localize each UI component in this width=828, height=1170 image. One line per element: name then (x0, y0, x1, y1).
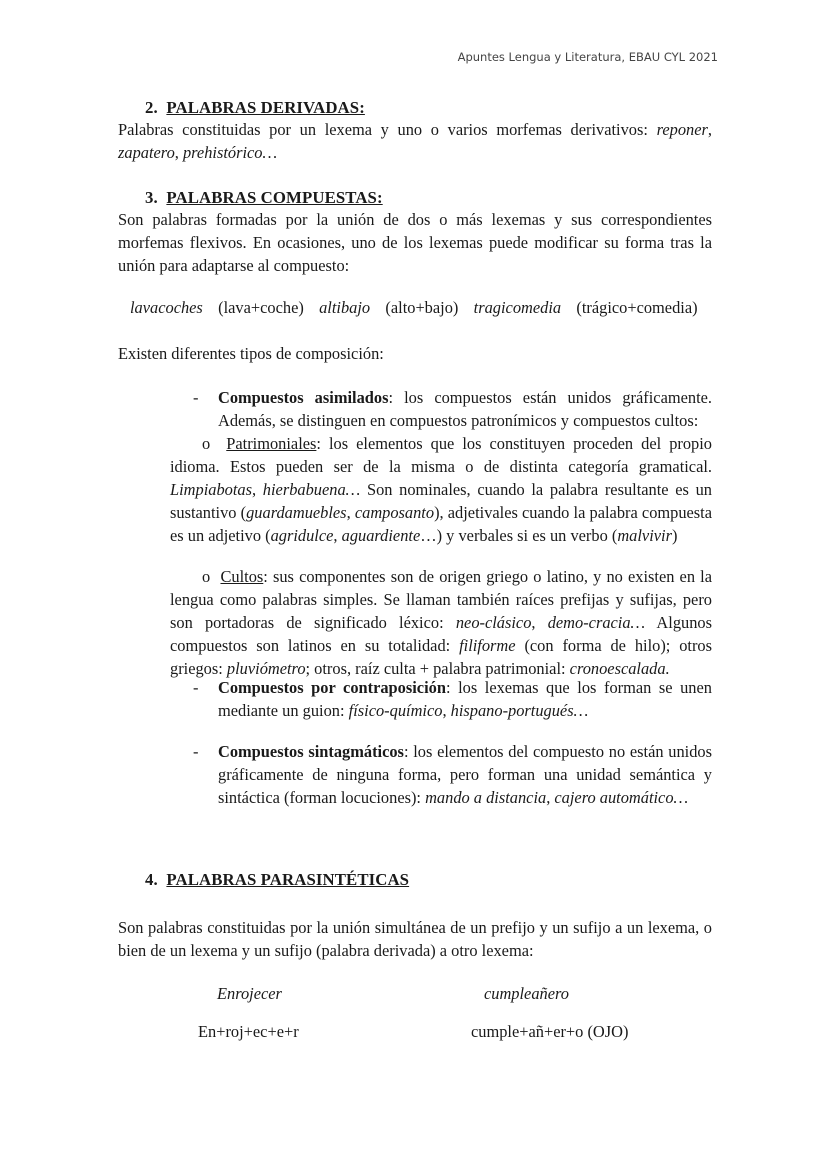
section-4-heading (145, 870, 409, 890)
example-filiforme: filiforme (459, 636, 516, 655)
circle-bullet-icon: o (202, 434, 211, 453)
example-cumpleanero-parts: cumple+añ+er+o (OJO) (471, 1022, 629, 1041)
bullet-dash: - (193, 678, 199, 697)
bullet-1-title: Compuestos asimilados (218, 388, 389, 407)
section-4-paragraph: Son palabras constituidas por la unión simultánea de un prefijo y un sufijo a un lexema, o bien de un lexema y un sufijo (palabra derivada) a otro lexema: (118, 918, 712, 960)
example-neo-clasico: neo-clásico (455, 613, 532, 632)
section-2-title: PALABRAS DERIVADAS: (166, 98, 365, 117)
section-2-heading (145, 98, 365, 118)
example-altibajo-parts: (alto+bajo) (385, 298, 459, 317)
example-fisico-quimico: físico-químico (348, 701, 443, 720)
circle-bullet-icon: o (202, 567, 211, 586)
example-lavacoches-parts: (lava+coche) (218, 298, 304, 317)
example-malvivir: malvivir (617, 526, 672, 545)
example-altibajo: altibajo (319, 298, 371, 317)
patrimoniales-title: Patrimoniales (226, 434, 317, 453)
example-zapatero: zapatero (118, 143, 175, 162)
example-limpiabotas: Limpiabotas (170, 480, 252, 499)
bullet-dash: - (193, 742, 199, 761)
section-3-number: 3. (145, 188, 158, 207)
page-header: Apuntes Lengua y Literatura, EBAU CYL 2021 (457, 50, 718, 64)
example-pluviometro: pluviómetro (226, 659, 306, 678)
bullet-2-title: Compuestos por contraposición (218, 678, 446, 697)
example-enrojecer: Enrojecer (217, 984, 282, 1003)
example-aguardiente: aguardiente (341, 526, 421, 545)
section-4-number: 4. (145, 870, 158, 889)
bullet-compuestos-asimilados (218, 386, 712, 432)
example-reponer: reponer (656, 120, 708, 139)
section-2-paragraph: Palabras constituidas por un lexema y uno o varios morfemas derivativos: reponer, zapatero, prehistórico… (118, 120, 712, 162)
section-4-title: PALABRAS PARASINTÉTICAS (166, 870, 410, 889)
example-enrojecer-parts: En+roj+ec+e+r (198, 1022, 299, 1041)
example-cajero-automatico: cajero automático… (554, 788, 689, 807)
example-cumpleanero: cumpleañero (484, 984, 569, 1003)
bullet-compuestos-contraposicion: Compuestos por contraposición: los lexemas que los forman se unen mediante un guion: físico-químico, hispano-portugués… (218, 678, 712, 720)
example-prehistorico: prehistórico… (182, 143, 278, 162)
example-guardamuebles: guardamuebles (246, 503, 347, 522)
example-cronoescalada: cronoescalada. (569, 659, 670, 678)
section-3-paragraph: Son palabras formadas por la unión de dos o más lexemas y sus correspondientes morfemas flexivos. En ocasiones, uno de los lexemas puede modificar su forma tras la unión para adaptarse al compuesto: (118, 210, 712, 275)
example-tragicomedia: tragicomedia (473, 298, 562, 317)
example-hispano-portugues: hispano-portugués… (450, 701, 589, 720)
example-mando-a-distancia: mando a distancia (425, 788, 547, 807)
subitem-cultos: o Cultos: sus componentes son de origen griego o latino, y no existen en la lengua como palabras simples. Se llaman también raíces prefijas y sufijas, pero son portadoras de significado léxico: neo-clásico, demo-cracia… Algunos compuestos son latinos en su totalidad: filiforme (con forma de hilo); otros griegos: pluviómetro; otros, raíz culta + palabra patrimonial: cronoescalada. (170, 567, 712, 678)
bullet-compuestos-sintagmaticos: Compuestos sintagmáticos: los elementos del compuesto no están unidos gráficamente de ninguna forma, pero forman una unidad semántica y sintáctica (forman locuciones): mando a distancia, cajero automático… (218, 742, 713, 807)
example-hierbabuena: hierbabuena… (262, 480, 361, 499)
section-2-text: Palabras constituidas por un lexema y uno o varios morfemas derivativos: (118, 120, 648, 139)
section-3-heading (145, 188, 383, 208)
section-2-number: 2. (145, 98, 158, 117)
cultos-title: Cultos (220, 567, 264, 586)
example-agridulce: agridulce (270, 526, 334, 545)
example-demo-cracia: demo-cracia… (547, 613, 646, 632)
bullet-1-text: : los compuestos están unidos gráficamente. Además, se distinguen en compuestos patronímicos y compuestos cultos: (218, 388, 712, 430)
section-3-title: PALABRAS COMPUESTAS: (166, 188, 383, 207)
bullet-2-text: : los lexemas que los forman se unen mediante un guion: (218, 678, 712, 720)
compound-examples (130, 296, 698, 319)
subitem-patrimoniales: o Patrimoniales: los elementos que los constituyen proceden del propio idioma. Estos pueden ser de la misma o de distinta categoría gramatical. Limpiabotas, hierbabuena… Son nominales, cuando la palabra resultante es un sustantivo (guardamuebles, camposanto), adjetivales cuando la palabra compuesta es un adjetivo (agridulce, aguardiente…) y verbales si es un verbo (malvivir) (170, 434, 713, 545)
example-camposanto: camposanto (354, 503, 435, 522)
composition-intro: Existen diferentes tipos de composición: (118, 344, 384, 363)
bullet-3-text: : los elementos del compuesto no están unidos gráficamente de ninguna forma, pero forman una unidad semántica y sintáctica (forman locuciones): (218, 742, 713, 807)
bullet-3-title: Compuestos sintagmáticos (218, 742, 404, 761)
bullet-dash: - (193, 388, 199, 407)
example-lavacoches: lavacoches (130, 298, 203, 317)
example-tragicomedia-parts: (trágico+comedia) (576, 298, 698, 317)
